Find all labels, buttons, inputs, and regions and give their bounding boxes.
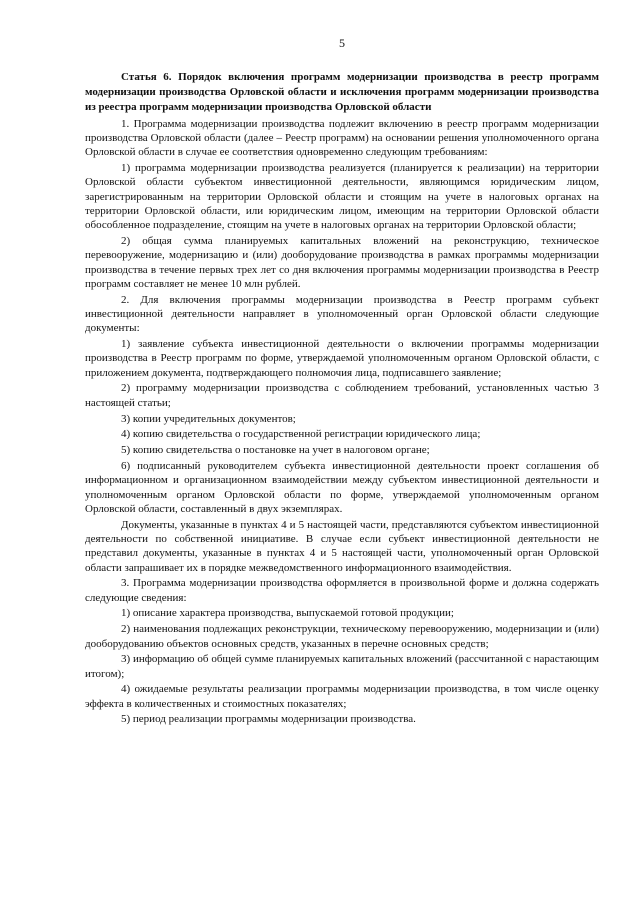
paragraph-part-3: 3. Программа модернизации производства оформляется в произвольной форме и должна содержать следующие сведения:: [85, 577, 599, 604]
paragraph-item-1-1: 1) программа модернизации производства реализуется (планируется к реализации) на территории Орловской области субъектом инвестиционной деятельности, являющимся юридическим лицом, зарегистрированным на территории Орловской области и стоящим на учете в налоговых органах на территории Орловской области, или юридическим лицом, имеющим на территории Орловской области обособленное подразделение, стоящим на учете в налоговых органах на территории Орловской области;: [85, 162, 599, 232]
paragraph-item-3-1: 1) описание характера производства, выпускаемой готовой продукции;: [121, 607, 454, 620]
article-title: Статья 6. Порядок включения программ модернизации производства в реестр программ модернизации производства Орловской области и исключения программ модернизации производства из реестра программ модернизации производства Орловской области: [85, 71, 599, 114]
paragraph-item-2-6: 6) подписанный руководителем субъекта инвестиционной деятельности проект соглашения об информационном и организационном взаимодействии между субъектом инвестиционной деятельности и уполномоченным органом Орловской области по форме, утверждаемой уполномоченным органом Орловской области, составленный в двух экземплярах.: [85, 459, 599, 515]
paragraph-item-3-2: 2) наименования подлежащих реконструкции, техническому перевооружению, модернизации и (или) дооборудованию объектов основных средств, указанных в перечне основных средств;: [85, 623, 599, 650]
paragraph-item-2-4: 4) копию свидетельства о государственной регистрации юридического лица;: [121, 428, 481, 441]
paragraph-item-3-4: 4) ожидаемые результаты реализации программы модернизации производства, в том числе оценку эффекта в количественных и стоимостных показателях;: [85, 683, 599, 710]
paragraph-item-2-1: 1) заявление субъекта инвестиционной деятельности о включении программы модернизации производства в Реестр программ по форме, утверждаемой уполномоченным органом Орловской области, с приложением документа, подтверждающего полномочия лица, подписавшего заявление;: [85, 338, 599, 379]
paragraph-part-2-note: Документы, указанные в пунктах 4 и 5 настоящей части, представляются субъектом инвестиционной деятельности по собственной инициативе. В случае если субъект инвестиционной деятельности не представил документы, указанные в пунктах 4 и 5 настоящей части, уполномоченный орган Орловской области запрашивает их в порядке межведомственного информационного взаимодействия.: [85, 518, 599, 574]
paragraph-item-3-3: 3) информацию об общей сумме планируемых капитальных вложений (рассчитанной с нарастающим итогом);: [85, 653, 599, 680]
paragraph-part-1: 1. Программа модернизации производства подлежит включению в реестр программ модернизации производства Орловской области (далее – Реестр программ) на основании решения уполномоченного органа Орловской области в случае ее соответствия одновременно следующим требованиям:: [85, 117, 599, 159]
article-body: [85, 117, 599, 727]
paragraph-item-2-2: 2) программу модернизации производства с соблюдением требований, установленных частью 3 настоящей статьи;: [85, 382, 599, 409]
paragraph-item-3-5: 5) период реализации программы модернизации производства.: [121, 713, 416, 726]
page-number: 5: [339, 36, 345, 50]
paragraph-part-2: 2. Для включения программы модернизации производства в Реестр программ субъект инвестиционной деятельности направляет в уполномоченный орган Орловской области следующие документы:: [85, 293, 599, 335]
paragraph-item-2-3: 3) копии учредительных документов;: [121, 412, 296, 425]
paragraph-item-1-2: 2) общая сумма планируемых капитальных вложений на реконструкцию, техническое перевооружение, модернизацию и (или) дооборудование производства в рамках программы модернизации производства в течение первых трех лет со дня включения программы модернизации производства в Реестр программ составляет не менее 10 млн рублей.: [85, 234, 599, 290]
paragraph-item-2-5: 5) копию свидетельства о постановке на учет в налоговом органе;: [121, 444, 430, 457]
